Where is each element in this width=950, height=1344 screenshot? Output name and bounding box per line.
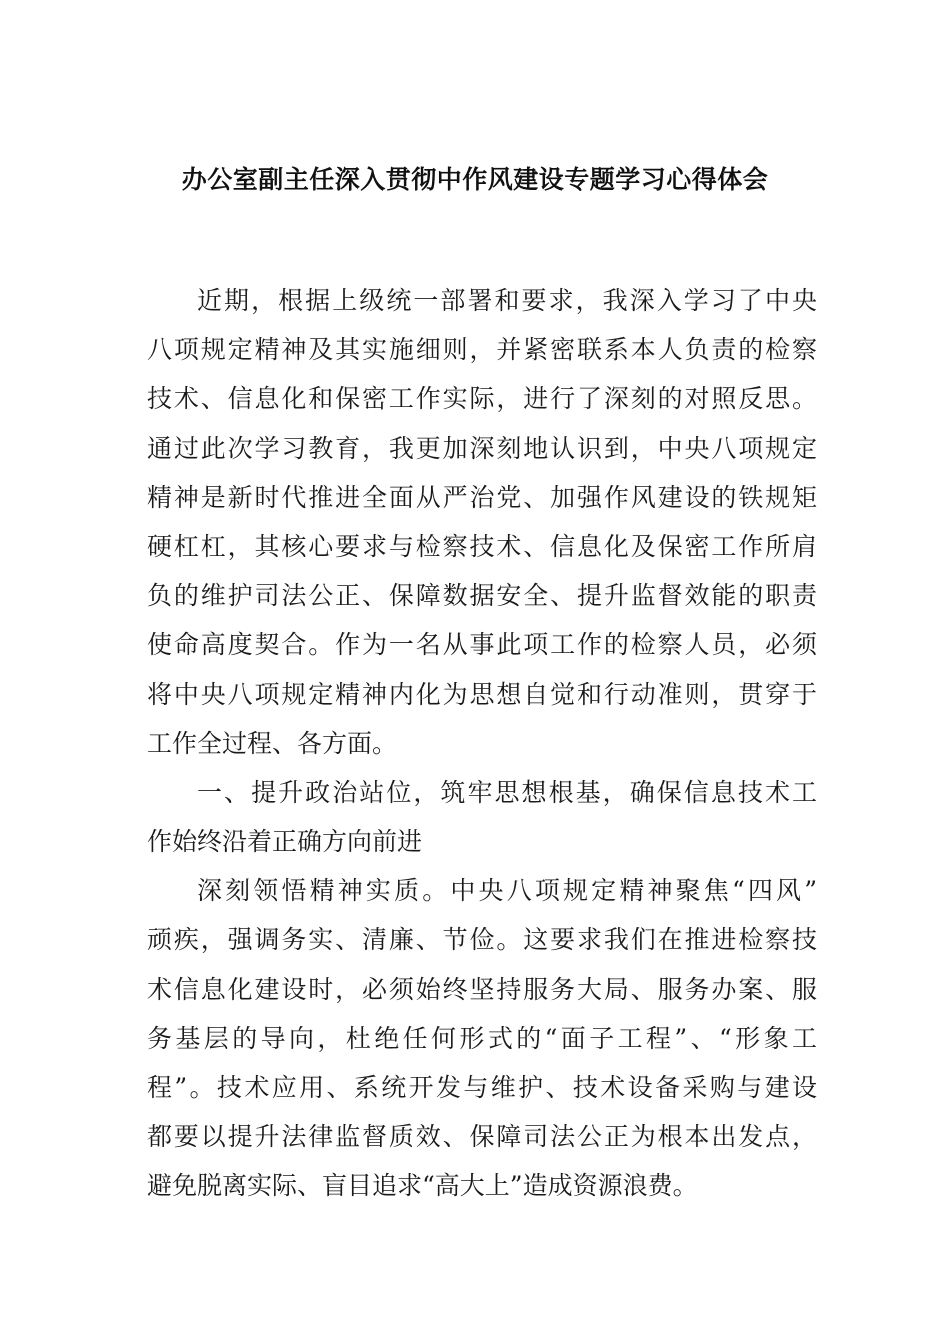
document-title: 办公室副主任深入贯彻中作风建设专题学习心得体会 bbox=[181, 165, 769, 194]
text-line: 深刻领悟精神实质。中央八项规定精神聚焦“四风” bbox=[197, 876, 817, 906]
text-line: 八项规定精神及其实施细则，并紧密联系本人负责的检察 bbox=[147, 335, 817, 365]
text-line: 使命高度契合。作为一名从事此项工作的检察人员，必须 bbox=[147, 630, 817, 660]
text-line: 都要以提升法律监督质效、保障司法公正为根本出发点， bbox=[147, 1122, 817, 1152]
text-line: 负的维护司法公正、保障数据安全、提升监督效能的职责 bbox=[147, 581, 817, 611]
text-line: 术信息化建设时，必须始终坚持服务大局、服务办案、服 bbox=[147, 974, 817, 1004]
text-line: 硬杠杠，其核心要求与检察技术、信息化及保密工作所肩 bbox=[147, 531, 817, 561]
text-line: 务基层的导向，杜绝任何形式的“面子工程”、“形象工 bbox=[147, 1023, 817, 1053]
text-line: 避免脱离实际、盲目追求“高大上”造成资源浪费。 bbox=[147, 1171, 698, 1201]
text-line: 技术、信息化和保密工作实际，进行了深刻的对照反思。 bbox=[147, 384, 817, 414]
text-line: 作始终沿着正确方向前进 bbox=[147, 827, 423, 857]
paragraph-intro bbox=[147, 276, 817, 768]
text-line: 程”。技术应用、系统开发与维护、技术设备采购与建设 bbox=[147, 1073, 817, 1102]
document-body bbox=[147, 276, 817, 1211]
text-line: 将中央八项规定精神内化为思想自觉和行动准则，贯穿于 bbox=[147, 679, 817, 709]
text-line: 通过此次学习教育，我更加深刻地认识到，中央八项规定 bbox=[147, 433, 817, 463]
text-line: 精神是新时代推进全面从严治党、加强作风建设的铁规矩 bbox=[147, 482, 817, 512]
text-line: 一、提升政治站位，筑牢思想根基，确保信息技术工 bbox=[197, 777, 817, 807]
text-line: 顽疾，强调务实、清廉、节俭。这要求我们在推进检察技 bbox=[147, 925, 817, 955]
section-heading-1 bbox=[147, 768, 817, 866]
text-line: 近期，根据上级统一部署和要求，我深入学习了中央 bbox=[197, 286, 817, 315]
paragraph-spirit bbox=[147, 866, 817, 1210]
text-line: 工作全过程、各方面。 bbox=[147, 728, 398, 758]
